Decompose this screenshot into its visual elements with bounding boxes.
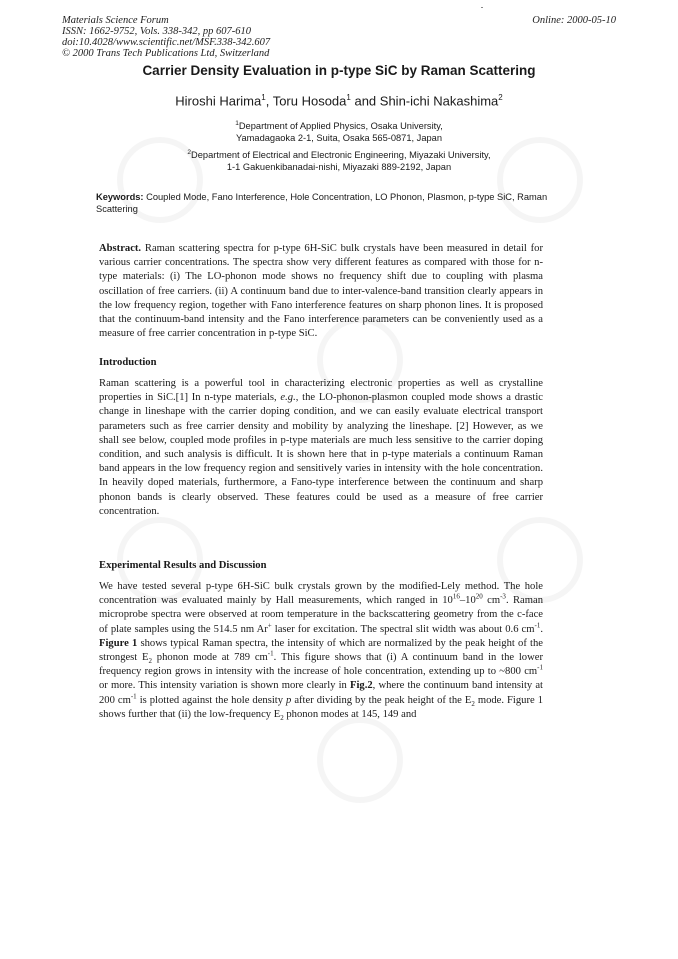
text-run: laser for excitation. The spectral slit width was about 0.6 cm: [271, 623, 535, 635]
affiliation-line: Department of Applied Physics, Osaka University,: [238, 121, 443, 132]
author-separator: and: [350, 93, 380, 109]
text-run: after dividing by the peak height of the E: [291, 694, 472, 706]
keywords-label: Keywords:: [96, 192, 144, 202]
text-run: –10: [459, 595, 476, 607]
superscript: +: [267, 621, 272, 630]
online-date: Online: 2000-05-10: [532, 15, 616, 26]
superscript: 20: [475, 592, 483, 601]
superscript: 16: [452, 592, 460, 601]
abstract: [99, 242, 543, 341]
text-run: .: [540, 623, 543, 635]
text-run: phonon modes at 145, 149 and: [283, 708, 417, 720]
affiliation-mark: 2: [187, 149, 192, 156]
affiliation-mark: 1: [235, 120, 239, 127]
abstract-label: Abstract.: [99, 243, 142, 254]
superscript: -1: [537, 663, 543, 672]
text-run: shows typical Raman spectra, the intensity of which are normalized by the peak height of the strongest E: [99, 637, 543, 664]
paper-title: Carrier Density Evaluation in p-type SiC by Raman Scattering: [142, 63, 536, 78]
text-run: mode. Figure 1 shows further that (ii) the low-frequency E: [99, 694, 544, 720]
affiliation-mark: 1: [346, 93, 351, 102]
figure-reference: Fig.2: [349, 680, 373, 692]
affiliation-1: [0, 118, 678, 144]
abstract-text: Raman scattering spectra for p-type 6H-SiC bulk crystals have been measured in detail for various carrier concentrations. The spectra show very different features as compared with those for n-type materials: (i) The LO-phonon mode shows no frequency shift due to coupling with plasma oscillation of free carriers. (ii) A continuum band due to inter-valence-band transition clearly appears in the low frequency region, together with Fano interference features on sharp phonon lines. It is proposed that the continuum-band intensity and the Fano interference parameters can be conveniently used as a measure of free carrier concentration in p-type SiC.: [99, 243, 543, 340]
superscript: -3: [500, 592, 506, 601]
subscript: 2: [280, 713, 284, 722]
affiliation-mark: 2: [498, 93, 503, 102]
author-name: Hiroshi Harima: [175, 93, 262, 109]
text-run: is plotted against the hole density: [136, 694, 287, 706]
text-run-italic: p: [286, 694, 292, 706]
text-run: . This figure shows that (i) A continuum band in the lower frequency region grows in intensity with the increase of hole concentration, extending up to ~800 cm: [99, 652, 543, 678]
text-run: or more. This intensity variation is shown more clearly in: [99, 680, 350, 692]
text-run: cm: [482, 595, 501, 607]
text-run: phonon mode at 789 cm: [152, 652, 268, 664]
author-separator: ,: [265, 93, 273, 109]
figure-reference: Figure 1: [99, 637, 138, 649]
text-run: Raman scattering is a powerful tool in characterizing electronic properties as well as crystalline properties in SiC.[1] In n-type materials,: [99, 378, 543, 404]
affiliation-line: Department of Electrical and Electronic Engineering, Miyazaki University,: [191, 150, 491, 161]
superscript: -1: [130, 692, 137, 701]
scan-speck: [481, 7, 483, 8]
keywords: [96, 191, 556, 215]
author-list: [0, 93, 678, 108]
affiliation-mark: 1: [261, 93, 266, 102]
text-run: , where the continuum band intensity at 200 cm: [99, 680, 544, 706]
publication-info: [62, 15, 270, 59]
section-heading-experimental: Experimental Results and Discussion: [99, 560, 267, 571]
author-name: Shin-ichi Nakashima: [379, 93, 499, 109]
subscript: 2: [148, 657, 153, 666]
author-name: Toru Hosoda: [272, 93, 347, 109]
affiliation-2: [0, 147, 678, 173]
section-heading-introduction: Introduction: [99, 357, 157, 368]
text-run-italic: e.g.: [280, 392, 296, 404]
superscript: -1: [267, 649, 274, 658]
keywords-text: Coupled Mode, Fano Interference, Hole Concentration, LO Phonon, Plasmon, p-type SiC, Raman Scattering: [96, 192, 548, 214]
journal-name: Materials Science Forum: [62, 15, 169, 26]
text-run: We have tested several p-type 6H-SiC bulk crystals grown by the modified-Lely method. The hole concentration was evaluated mainly by Hall measurements, which ranged in 10: [99, 581, 543, 607]
text-run: , the LO-phonon-plasmon coupled mode shows a drastic change in lineshape with the carrier doping condition, and we can easily evaluate electrical transport parameters such as free carrier density and mobility by analyzing the lineshape. [2] However, as we shall see below, coupled mode profiles in p-type materials are much less sensitive to the carrier doping condition, and such analysis is difficult. It is shown here that in p-type materials a continuum Raman band appears in the low frequency region and sensitively varies in intensity with the hole concentration. In heavily doped materials, furthermore, a Fano-type interference between the continuum and sharp phonon bands is clearly observed. These features could be used as a measure of free carrier concentration.: [99, 392, 543, 517]
affiliation-address: 1-1 Gakuenkibanadai-nishi, Miyazaki 889-2192, Japan: [226, 162, 452, 173]
copyright-line: © 2000 Trans Tech Publications Ltd, Switzerland: [62, 48, 270, 59]
doi-link[interactable]: doi:10.4028/www.scientific.net/MSF.338-342.607: [62, 37, 271, 48]
text-run: . Raman microprobe spectra were observed at room temperature in the backscattering geometry from the c-face of plate samples using the 514.5 nm Ar: [99, 595, 544, 635]
superscript: -1: [534, 621, 541, 630]
experimental-paragraph: [99, 580, 543, 722]
subscript: 2: [471, 699, 475, 708]
issn-line: ISSN: 1662-9752, Vols. 338-342, pp 607-610: [62, 26, 251, 37]
introduction-paragraph: [99, 377, 543, 519]
affiliation-address: Yamadagaoka 2-1, Suita, Osaka 565-0871, Japan: [235, 133, 443, 144]
